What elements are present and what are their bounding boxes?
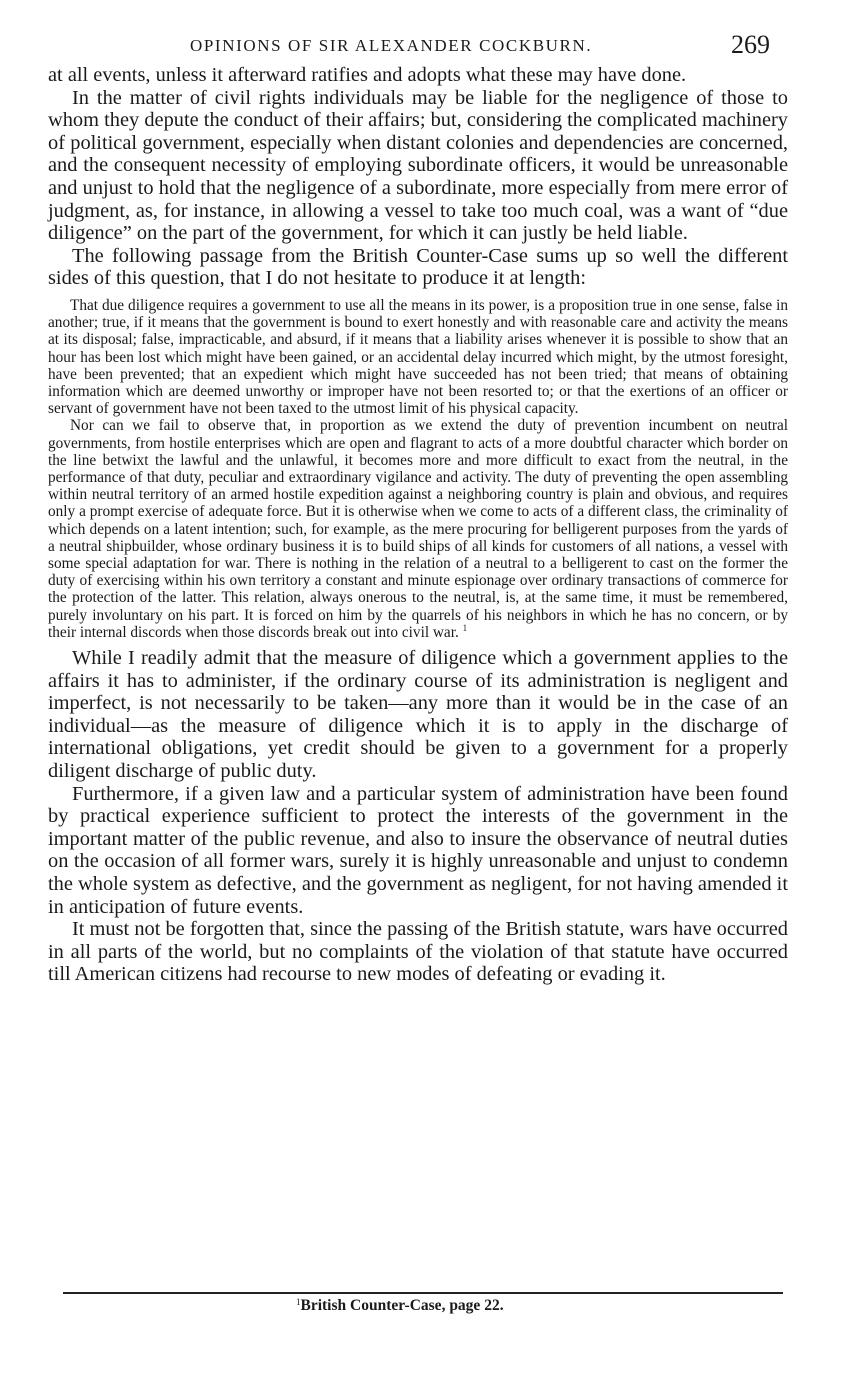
page [48,30,788,986]
body-paragraph-measure-of-diligence: While I readily admit that the measure of diligence which a government applies to the affairs it has to administer, if the ordinary course of its administration is negligent and imperfect, is not necessarily to be taken—any more than it would be in the case of an individual—as the measure of diligence which it is to apply in the discharge of international obligations, yet credit should be given to a government for a properly diligent discharge of public duty. [48,647,788,782]
body-paragraph-british-statute: It must not be forgotten that, since the passing of the British statute, wars have occurred in all parts of the world, but no complaints of the violation of that statute have occurred till American citizens had recourse to new modes of defeating or evading it. [48,918,788,986]
running-head [48,30,788,64]
footnote [296,1297,504,1315]
quote-paragraph-prevention-text: Nor can we fail to observe that, in proportion as we extend the duty of prevention incumbent on neutral governments, from hostile enterprises which are open and flagrant to acts of a more doubtful character which border on the line betwixt the lawful and the unlawful, it becomes more and more difficult to exact from the neutral, in the performance of that duty, peculiar and extraordinary vigilance and activity. The duty of preventing the open assembling within neutral territory of an armed hostile expedition against a neighboring country is plain and obvious, and requires only a prompt exercise of adequate force. But it is otherwise when we come to acts of a different class, the criminality of which depends on a latent intention; such, for example, as the mere procuring for belligerent purposes from the yards of a neutral shipbuilder, whose ordinary business it is to build ships of all kinds for customers of all nations, a vessel with some special adaptation for war. There is nothing in the relation of a neutral to a belligerent to cast on the former the duty of exercising within his own territory a constant and minute espionage over ordinary transactions of commerce for the protection of the latter. This relation, always onerous to the neutral, is, at the same time, it must be remembered, purely involuntary on his part. It is forced on him by the quarrels of his neighbors in which he has no concern, or by their internal discords when those discords break out into civil war. [48,417,788,641]
body-paragraph-civil-rights: In the matter of civil rights individuals may be liable for the negligence of those to whom they depute the conduct of their affairs; but, considering the complicated machinery of political government, especially when distant colonies and dependencies are concerned, and the consequent necessity of employing subordinate officers, it would be unreasonable and unjust to hold that the negligence of a subordinate, more especially from mere error of judgment, as, for instance, in allowing a vessel to take too much coal, was a want of “due diligence” on the part of the government, for which it can justly be held liable. [48,86,788,245]
quote-paragraph-due-diligence: That due diligence requires a government to use all the means in its power, is a proposition true in one sense, false in another; true, if it means that the government is bound to exert honestly and with reasonable care and activity the means at its disposal; false, impracticable, and absurd, if it means that a liability arises whenever it is possible to show that an hour has been lost which might have been gained, or an accidental delay incurred which might, by the utmost foresight, have been prevented; that an expedient which might have succeeded has not been tried; that means of obtaining information which are deemed unworthy or improper have not been resorted to; or that the exertions of an officer or servant of government have not been taxed to the utmost limit of his physical capacity. [48,296,788,418]
body-paragraph-furthermore: Furthermore, if a given law and a particular system of administration have been found by practical experience sufficient to protect the interests of the government in the important matter of the public revenue, and also to insure the observance of neutral duties on the occasion of all former wars, surely it is highly unreasonable and unjust to condemn the whole system as defective, and the government as negligent, for not having amended it in anticipation of future events. [48,782,788,918]
footnote-marker: 1 [296,1297,301,1307]
running-title: OPINIONS OF SIR ALEXANDER COCKBURN. [190,36,593,55]
footnote-reference: 1 [462,622,468,633]
block-quote [48,297,788,641]
footnote-text: British Counter-Case, page 22. [300,1297,504,1314]
body-paragraph-continued: at all events, unless it afterward ratifies and adopts what these may have done. [48,64,687,86]
footnote-rule [63,1292,783,1294]
quote-paragraph-prevention [48,417,788,641]
page-number: 269 [731,30,770,59]
body-paragraph-passage-intro: The following passage from the British Counter-Case sums up so well the different sides of this question, that I do not hesitate to produce it at length: [48,244,788,290]
